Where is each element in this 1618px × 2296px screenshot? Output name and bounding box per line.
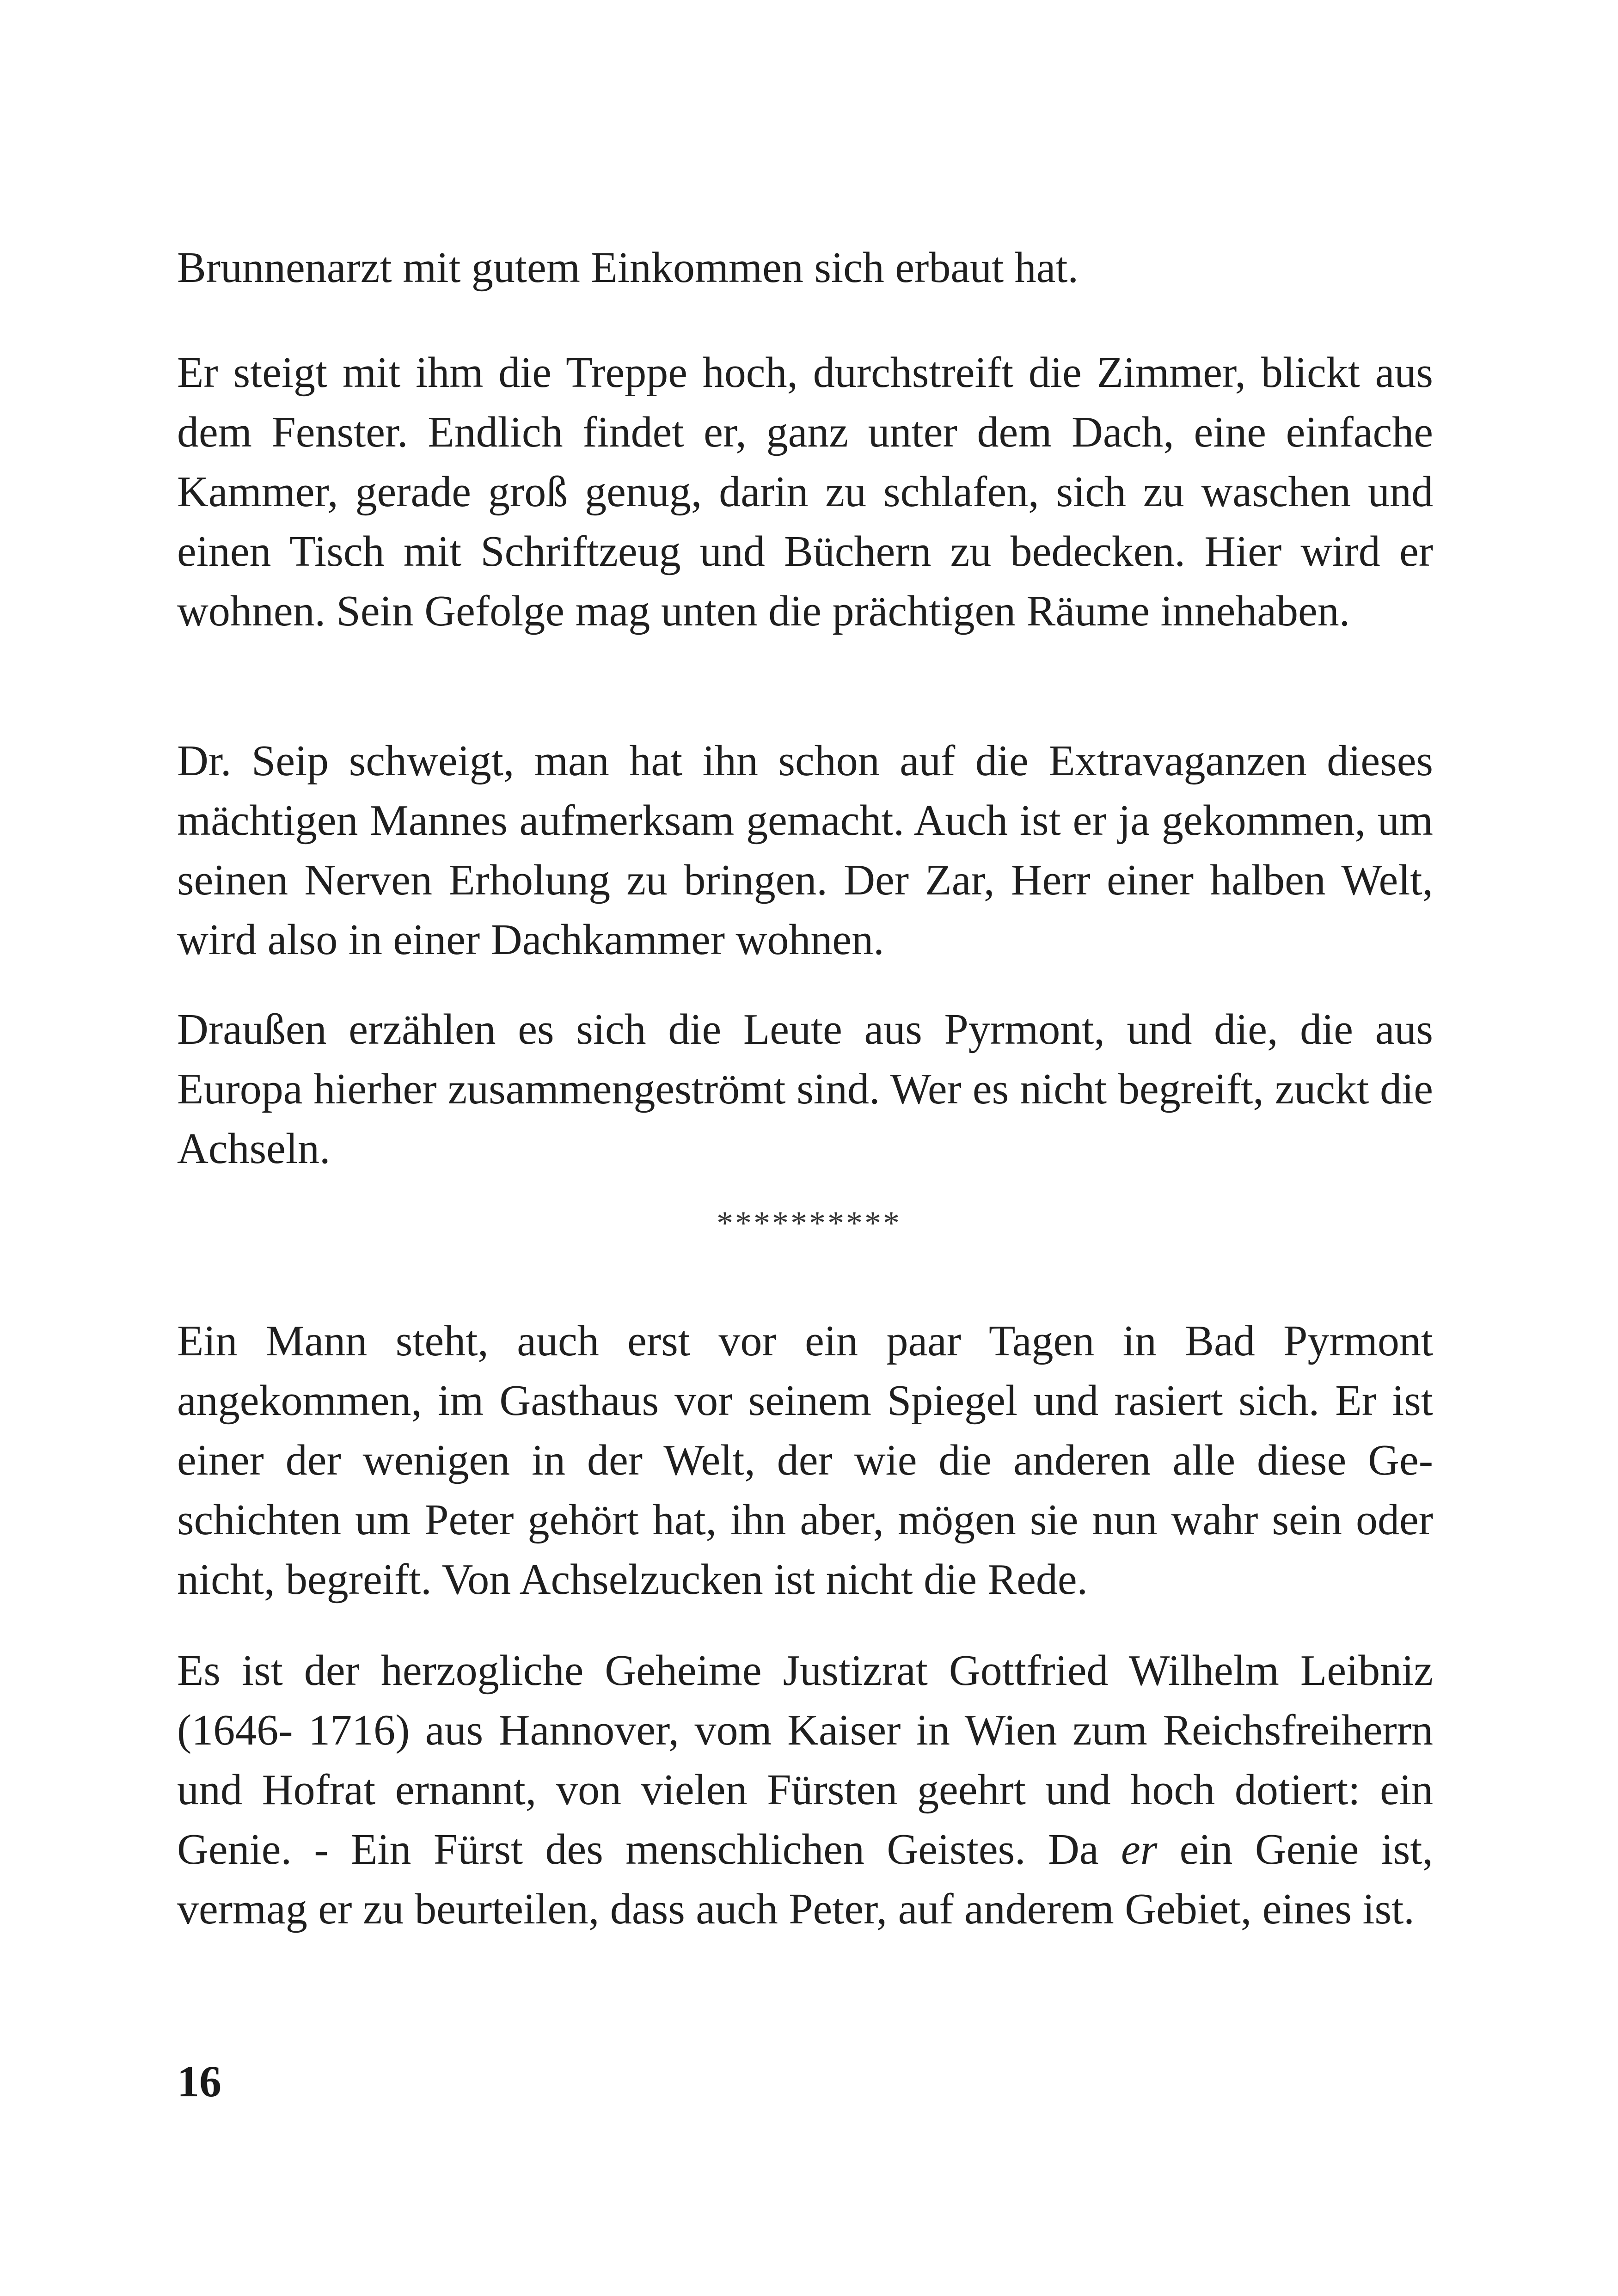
paragraph-6-text-end: ein Genie ist, vermag er zu beurteilen, dass auch Peter, auf anderem Gebiet, eines ist. — [177, 1825, 1433, 1933]
page-number: 16 — [177, 2057, 221, 2106]
paragraph-1 — [177, 238, 1433, 298]
paragraph-6-text — [177, 1641, 1433, 1939]
paragraph-4 — [177, 1000, 1433, 1179]
paragraph-3 — [177, 731, 1433, 970]
paragraph-6 — [177, 1641, 1433, 1939]
paragraph-2-text: Er steigt mit ihm die Treppe hoch, durchstreift die Zimmer, blickt aus dem Fenster. Endlich findet er, ganz unter dem Dach, eine einfache Kammer, gerade groß genug, darin zu schlafen, sich zu waschen und einen Tisch mit Schriftzeug und Büchern zu bedecken. Hier wird er wohnen. Sein Gefolge mag unten die prächtigen Räume innehaben. — [177, 349, 1433, 635]
paragraph-6-text-start: Es ist der herzogliche Geheime Justizrat Gottfried Wilhelm Leibniz (1646- 1716) aus Hannover, vom Kaiser in Wien zum Reichsfreiherrn und Hofrat ernannt, von vielen Fürsten geehrt und hoch dotiert: ein Genie. - Ein Fürst des menschlichen Geistes. Da — [177, 1647, 1433, 1874]
paragraph-1-text: Brunnenarzt mit gutem Einkommen sich erbaut hat. — [177, 244, 1079, 292]
paragraph-2 — [177, 343, 1433, 641]
paragraph-4-text: Draußen erzählen es sich die Leute aus Pyrmont, und die, die aus Europa hierher zusammengeströmt sind. Wer es nicht begreift, zuckt die Achseln. — [177, 1005, 1433, 1173]
paragraph-3-text: Dr. Seip schweigt, man hat ihn schon auf die Extravaganzen dieses mächtigen Mannes aufmerksam gemacht. Auch ist er ja gekommen, um seinen Nerven Erholung zu bringen. Der Zar, Herr einer halben Welt, wird also in einer Dachkammer wohnen. — [177, 737, 1433, 964]
paragraph-5 — [177, 1311, 1433, 1610]
section-separator: ********** — [717, 1205, 901, 1242]
paragraph-5-text: Ein Mann steht, auch erst vor ein paar Tagen in Bad Pyrmont angekommen, im Gasthaus vor seinem Spiegel und rasiert sich. Er ist einer der wenigen in der Welt, der wie die anderen alle diese Geschichten um Peter gehört hat, ihn aber, mögen sie nun wahr sein oder nicht, begreift. Von Achselzucken ist nicht die Rede. — [177, 1317, 1433, 1604]
paragraph-6-emphasis: er — [1121, 1825, 1158, 1874]
